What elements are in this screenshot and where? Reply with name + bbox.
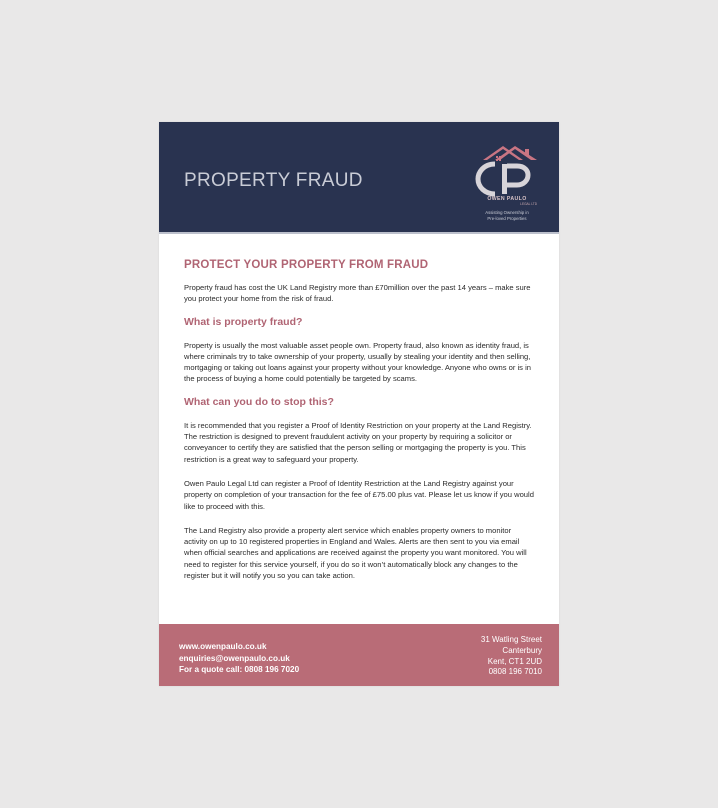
section-heading-what-can: What can you do to stop this?	[184, 395, 334, 408]
footer-quote-phone: For a quote call: 0808 196 7020	[179, 665, 300, 674]
header-banner	[159, 122, 559, 232]
footer-address-line-3: Kent, CT1 2UD	[487, 656, 542, 666]
footer-email-link[interactable]: enquiries@owenpaulo.co.uk	[179, 653, 290, 663]
intro-paragraph: Property fraud has cost the UK Land Registry more than £70million over the past 14 years – make sure you protect your home from the risk of fraud.	[184, 283, 531, 304]
logo-name: OWEN PAULO	[487, 196, 527, 202]
company-logo	[473, 144, 541, 228]
footer-address	[481, 635, 542, 678]
page-title: PROPERTY FRAUD	[184, 170, 363, 191]
logo-tagline-line-2: Pre-loved Properties	[487, 216, 527, 221]
logo-subtitle: LEGAL LTD	[520, 202, 537, 206]
footer-address-line-2: Canterbury	[502, 645, 542, 655]
logo-tagline	[473, 210, 541, 222]
footer-website-link[interactable]: www.owenpaulo.co.uk	[179, 642, 267, 651]
header-divider	[159, 232, 559, 234]
document-page	[159, 122, 559, 686]
section-paragraph-alert-service: The Land Registry also provide a property alert service which enables property owners to monitor activity on up to 10 registered properties in England and Wales. Alerts are then sent to you via email when official searches and applications are received against the property you want monitored. You will need to register for this service yourself, if you do so it won’t automatically block any changes to the register but it will notify you so you can take action.	[184, 525, 527, 581]
footer-phone: 0808 196 7010	[488, 667, 542, 677]
house-logo-icon	[473, 144, 541, 204]
footer-banner	[159, 624, 559, 686]
section-paragraph-restriction: It is recommended that you register a Proof of Identity Restriction on your property at the Land Registry. The restriction is designed to prevent fraudulent activity on your property by requiring a solicitor or conveyancer to certify they are satisfied that the person selling or mortgaging the property is you. This restriction is a great way to safeguard your property.	[184, 420, 532, 464]
main-content	[184, 259, 536, 592]
section-paragraph-what-is: Property is usually the most valuable asset people own. Property fraud, also known as identity fraud, is where criminals try to take ownership of your property, usually by stealing your identity and then selling, mortgaging or taking out loans against your property without your knowledge. Anyone who owns or is in the process of buying a home could potentially be targeted by scams.	[184, 340, 531, 384]
logo-tagline-line-1: Assisting Ownership in	[485, 210, 529, 215]
section-paragraph-fee: Owen Paulo Legal Ltd can register a Proof of Identity Restriction at the Land Registry against your property on completion of your transaction for the fee of £75.00 plus vat. Please let us know if you would like to proceed with this.	[184, 478, 534, 511]
main-heading: PROTECT YOUR PROPERTY FROM FRAUD	[184, 259, 429, 271]
footer-contact	[179, 641, 299, 676]
section-heading-what-is: What is property fraud?	[184, 315, 303, 328]
footer-address-line-1: 31 Watling Street	[480, 635, 542, 644]
